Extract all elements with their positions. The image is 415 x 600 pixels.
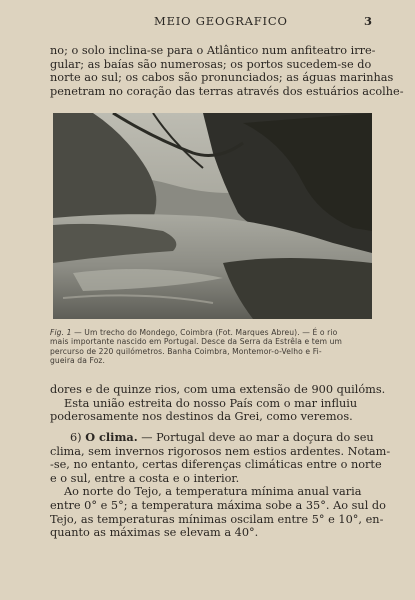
caption-line: gueira da Foz. bbox=[50, 356, 106, 366]
river-landscape-image bbox=[53, 113, 372, 319]
text-line: Tejo, as temperaturas mínimas oscilam entre 5° e 10°, en- bbox=[50, 512, 384, 526]
text-line: dores e de quinze rios, com uma extensão de 900 quilóms. bbox=[50, 383, 386, 396]
caption-line: percurso de 220 quilómetros. Banha Coimbra, Montemor-o-Velho e Fi- bbox=[50, 346, 322, 356]
text-line: entre 0° e 5°; a temperatura máxima sobe a 35°. Ao sul do bbox=[50, 498, 386, 512]
text-line: gular; as baías são numerosas; os portos sucedem-se do bbox=[50, 57, 372, 71]
text-line: — Portugal deve ao mar a doçura do seu bbox=[137, 431, 374, 444]
text-line: penetram no coração das terras através dos estuários acolhe- bbox=[50, 84, 404, 98]
caption-line: mais importante nascido em Portugal. Desce da Serra da Estrêla e tem um bbox=[50, 337, 343, 347]
text-line: e o sul, entre a costa e o interior. bbox=[50, 471, 240, 485]
caption-line: Fig. 1 — Um trecho do Mondego, Coimbra (Fot. Marques Abreu). — É o rio bbox=[50, 328, 338, 337]
section-number: 6) bbox=[70, 431, 82, 444]
text-line: -se, no entanto, certas diferenças climáticas entre o norte bbox=[50, 458, 382, 472]
page-number: 3 bbox=[364, 14, 373, 28]
figure-label: Fig. 1 bbox=[50, 328, 72, 337]
text-line: poderosamente nos destinos da Grei, como veremos. bbox=[50, 410, 353, 424]
text-line: Ao norte do Tejo, a temperatura mínima anual varia bbox=[64, 485, 362, 499]
page-header bbox=[0, 14, 415, 32]
running-title: MEIO GEOGRAFICO bbox=[154, 14, 288, 28]
figure-caption bbox=[50, 328, 374, 366]
paragraph-middle bbox=[50, 383, 386, 424]
section-climate bbox=[50, 430, 391, 540]
text-line: quanto as máximas se elevam a 40°. bbox=[50, 526, 259, 540]
text-line: norte ao sul; os cabos são pronunciados; as águas marinhas bbox=[50, 71, 394, 85]
section-heading-line bbox=[50, 431, 372, 445]
text-line: no; o solo inclina-se para o Atlântico num anfiteatro irre- bbox=[50, 44, 376, 57]
photograph-mondego-river bbox=[53, 113, 372, 319]
section-title: O clima. bbox=[85, 430, 138, 444]
text-line: Esta união estreita do nosso País com o mar influiu bbox=[64, 396, 358, 410]
paragraph-top bbox=[50, 44, 404, 98]
text-line: clima, sem invernos rigorosos nem estios ardentes. Notam- bbox=[50, 444, 391, 458]
